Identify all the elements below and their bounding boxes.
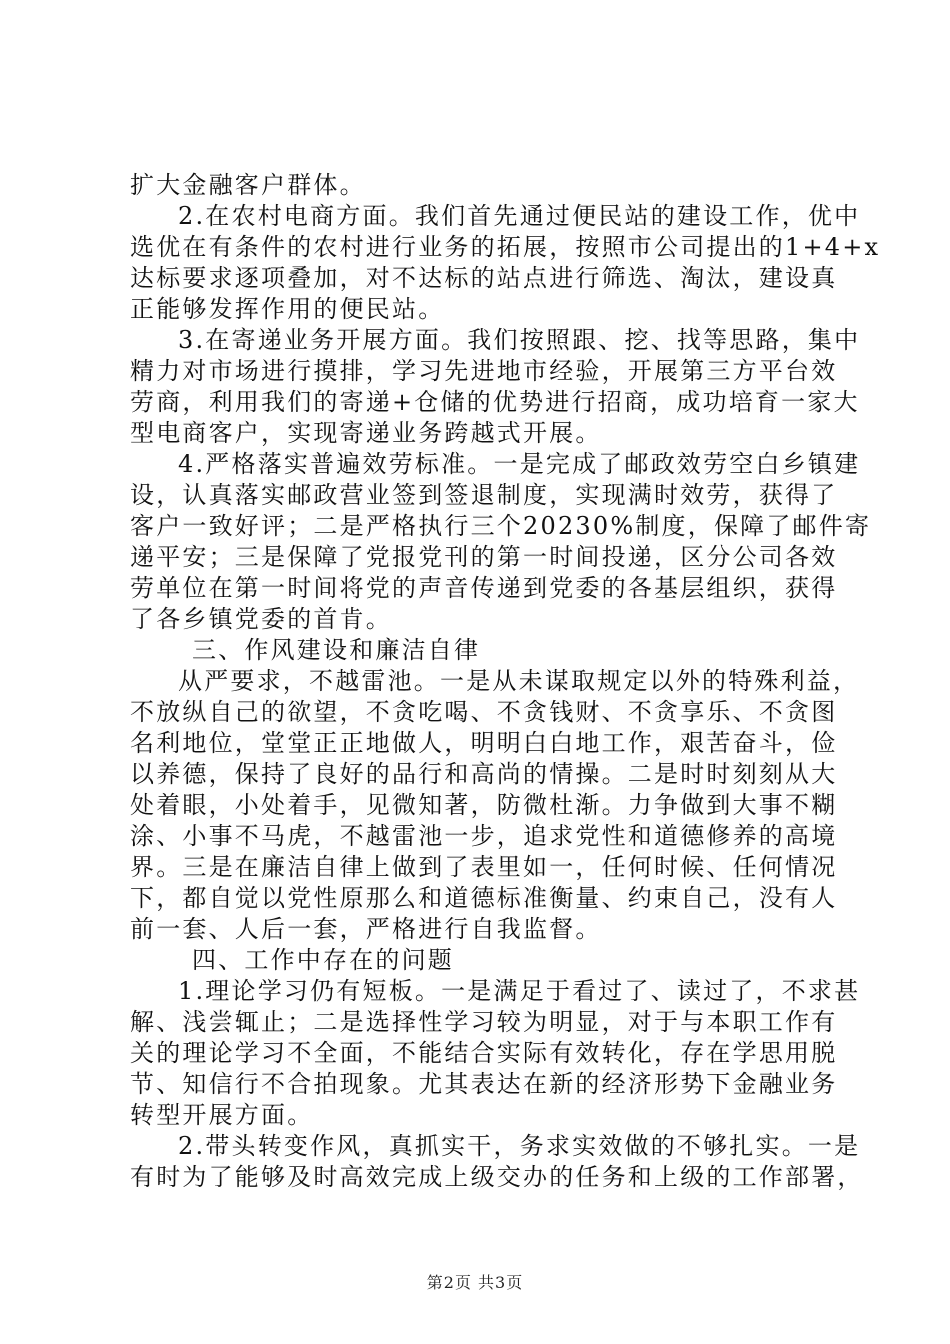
- text-line: 2.在农村电商方面。我们首先通过便民站的建设工作，优中: [178, 202, 861, 230]
- text-line: 转型开展方面。: [130, 1101, 314, 1129]
- text-line: 客户一致好评；二是严格执行三个20230%制度，保障了邮件寄: [130, 512, 872, 540]
- text-line: 递平安；三是保障了党报党刊的第一时间投递，区分公司各效: [130, 543, 838, 571]
- text-line: 节、知信行不合拍现象。尤其表达在新的经济形势下金融业务: [130, 1070, 838, 1098]
- text-line: 劳商，利用我们的寄递+仓储的优势进行招商，成功培育一家大: [130, 388, 860, 416]
- text-line: 劳单位在第一时间将党的声音传递到党委的各基层组织，获得: [130, 574, 838, 602]
- text-line: 处着眼，小处着手，见微知著，防微杜渐。力争做到大事不糊: [130, 791, 838, 819]
- text-line: 有时为了能够及时高效完成上级交办的任务和上级的工作部署，: [130, 1163, 864, 1191]
- text-line: 扩大金融客户群体。: [130, 171, 366, 199]
- text-line: 达标要求逐项叠加，对不达标的站点进行筛选、淘汰，建设真: [130, 264, 838, 292]
- text-line: 界。三是在廉洁自律上做到了表里如一，任何时候、任何情况: [130, 853, 838, 881]
- text-line: 关的理论学习不全面，不能结合实际有效转化，存在学思用脱: [130, 1039, 838, 1067]
- page-footer: 第2页 共3页: [426, 1273, 524, 1292]
- text-line: 正能够发挥作用的便民站。: [130, 295, 445, 323]
- section-heading: 四、工作中存在的问题: [192, 946, 454, 974]
- text-line: 3.在寄递业务开展方面。我们按照跟、挖、找等思路，集中: [178, 326, 861, 354]
- text-line: 精力对市场进行摸排，学习先进地市经验，开展第三方平台效: [130, 357, 838, 385]
- text-line: 解、浅尝辄止；二是选择性学习较为明显，对于与本职工作有: [130, 1008, 838, 1036]
- document-body: [130, 170, 881, 1193]
- text-line: 2.带头转变作风，真抓实干，务求实效做的不够扎实。一是: [178, 1132, 861, 1160]
- text-line: 前一套、人后一套，严格进行自我监督。: [130, 915, 602, 943]
- text-line: 1.理论学习仍有短板。一是满足于看过了、读过了，不求甚: [178, 977, 861, 1005]
- text-line: 4.严格落实普遍效劳标准。一是完成了邮政效劳空白乡镇建: [178, 450, 861, 478]
- text-line: 型电商客户，实现寄递业务跨越式开展。: [130, 419, 602, 447]
- text-line: 设，认真落实邮政营业签到签退制度，实现满时效劳，获得了: [130, 481, 838, 509]
- text-line: 名利地位，堂堂正正地做人，明明白白地工作，艰苦奋斗，俭: [130, 729, 838, 757]
- text-line: 不放纵自己的欲望，不贪吃喝、不贪钱财、不贪享乐、不贪图: [130, 698, 838, 726]
- text-line: 选优在有条件的农村进行业务的拓展，按照市公司提出的1+4+x: [130, 233, 881, 261]
- section-heading: 三、作风建设和廉洁自律: [192, 636, 481, 664]
- text-line: 涂、小事不马虎，不越雷池一步，追求党性和道德修养的高境: [130, 822, 838, 850]
- text-line: 了各乡镇党委的首肯。: [130, 605, 392, 633]
- text-line: 下，都自觉以党性原那么和道德标准衡量、约束自己，没有人: [130, 884, 838, 912]
- text-line: 以养德，保持了良好的品行和高尚的情操。二是时时刻刻从大: [130, 760, 838, 788]
- text-line: 从严要求，不越雷池。一是从未谋取规定以外的特殊利益，: [178, 667, 860, 695]
